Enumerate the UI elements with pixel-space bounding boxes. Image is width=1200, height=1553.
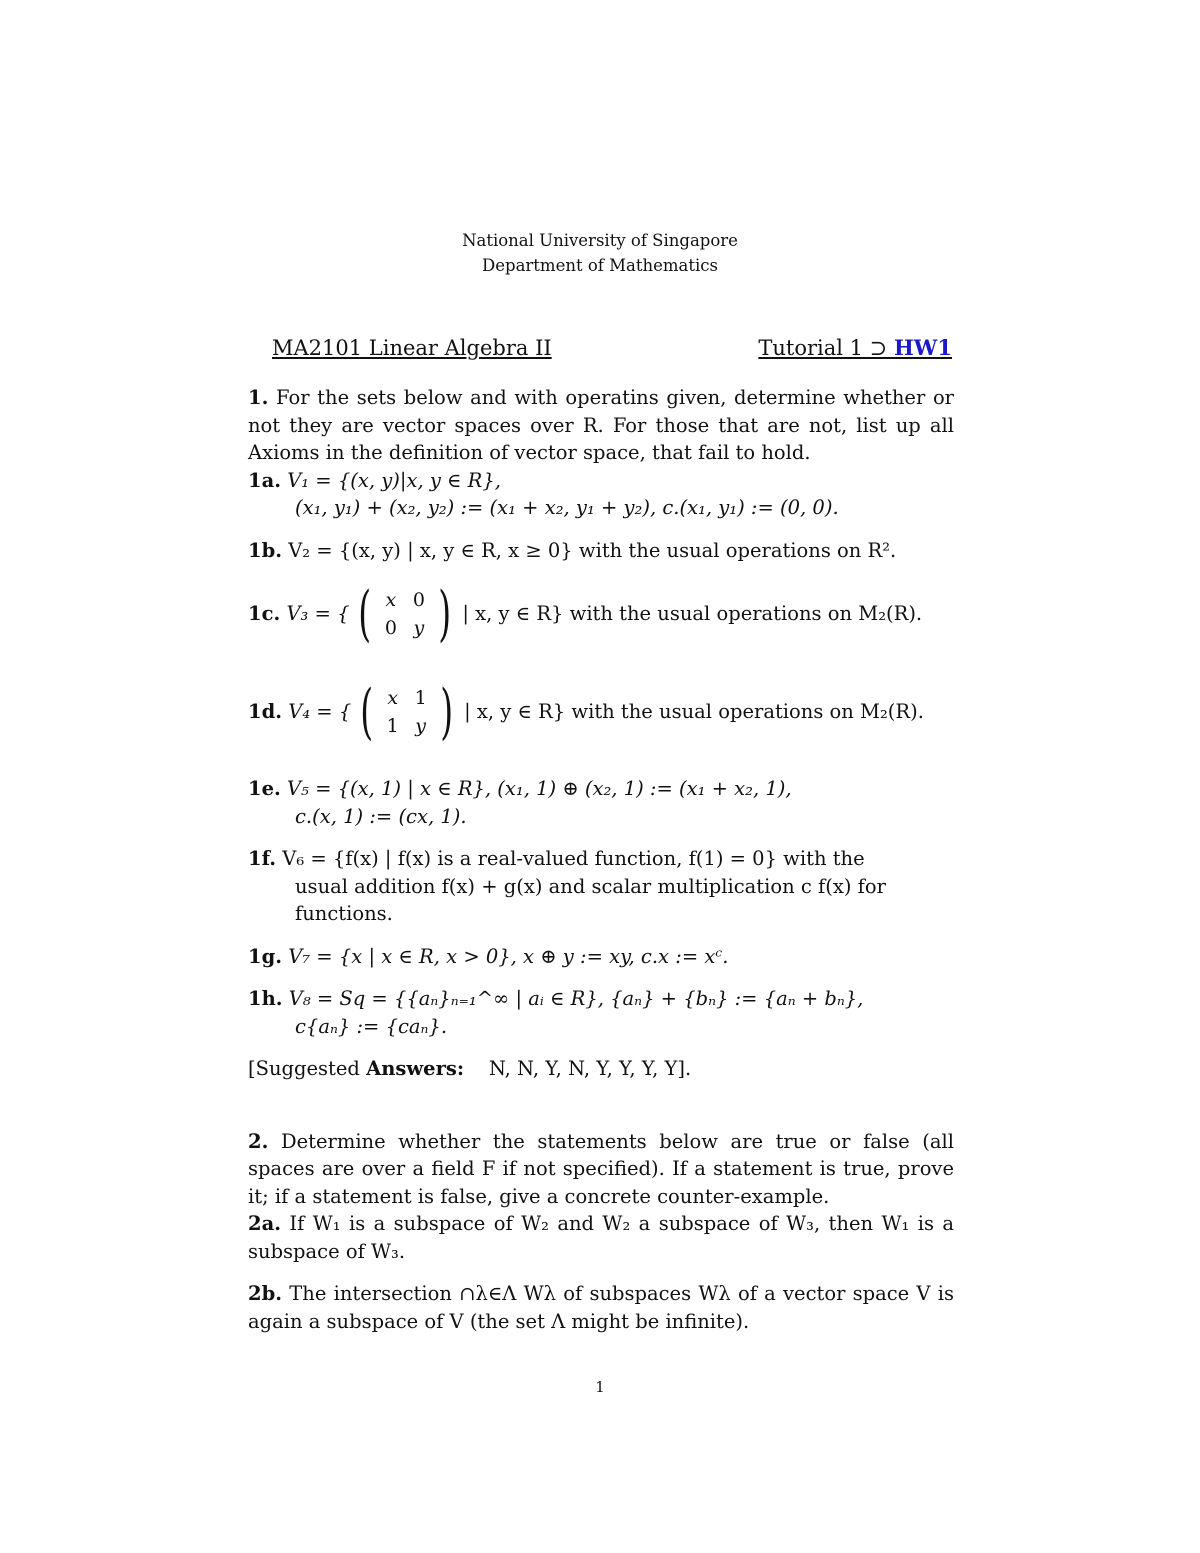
q1e <box>248 775 954 803</box>
q1a-line2: (x₁, y₁) + (x₂, y₂) := (x₁ + x₂, y₁ + y₂), c.(x₁, y₁) := (0, 0). <box>295 496 839 519</box>
q1d-label: 1d. <box>248 700 282 724</box>
q1-intro <box>248 384 954 467</box>
q1h-label: 1h. <box>248 987 283 1010</box>
q1e-cont <box>248 803 954 831</box>
q1b <box>248 537 954 565</box>
matrix-cell: y <box>413 617 425 639</box>
answers-list: N, N, Y, N, Y, Y, Y, Y]. <box>464 1057 692 1080</box>
answers-heading: Answers: <box>366 1057 465 1080</box>
q1a-cont <box>248 494 954 522</box>
page-number: 1 <box>595 1378 605 1396</box>
q2b-text: The intersection ∩λ∈Λ Wλ of subspaces Wλ of a vector space V is again a subspace of V (the set Λ might be infinite). <box>248 1282 954 1333</box>
q1-number: 1. <box>248 386 269 409</box>
department-name: Department of Mathematics <box>482 256 718 275</box>
q1d-post: | x, y ∈ R} with the usual operations on M₂(R). <box>464 700 924 724</box>
q1d <box>248 677 954 747</box>
q1h <box>248 985 954 1013</box>
q1e-line1: V₅ = {(x, 1) | x ∈ R}, (x₁, 1) ⊕ (x₂, 1) := (x₁ + x₂, 1), <box>286 777 792 800</box>
matrix-cell: 0 <box>384 617 397 639</box>
matrix-cell: y <box>415 715 427 737</box>
q1h-line1: V₈ = Sq = {{aₙ}ₙ₌₁^∞ | aᵢ ∈ R}, {aₙ} + {bₙ} := {aₙ + bₙ}, <box>288 987 864 1010</box>
q1d-pre: V₄ = { <box>288 700 352 724</box>
page-header <box>0 228 1200 278</box>
q1f-line3: functions. <box>295 902 393 925</box>
q2a <box>248 1210 954 1265</box>
q1f-label: 1f. <box>248 847 277 870</box>
q2a-text: If W₁ is a subspace of W₂ and W₂ a subspace of W₃, then W₁ is a subspace of W₃. <box>248 1212 954 1263</box>
suggested-answers <box>248 1055 954 1083</box>
matrix-cell: 0 <box>412 589 425 611</box>
tutorial-prefix: Tutorial 1 ⊃ <box>758 336 894 360</box>
course-row <box>272 333 952 363</box>
q1g <box>248 943 954 971</box>
answers-prefix: [Suggested <box>248 1057 367 1080</box>
q2b <box>248 1280 954 1335</box>
matrix-cell: 1 <box>386 715 399 737</box>
q1a-line1: V₁ = {(x, y)|x, y ∈ R}, <box>287 468 501 492</box>
q1a-label: 1a. <box>248 468 281 492</box>
main-content <box>248 384 954 1335</box>
q1c-label: 1c. <box>248 602 281 626</box>
q1g-line1: V₇ = {x | x ∈ R, x > 0}, x ⊕ y := xy, c.x := xᶜ. <box>288 944 729 968</box>
q1c-post: | x, y ∈ R} with the usual operations on M₂(R). <box>462 602 923 626</box>
q1a <box>248 467 954 495</box>
q1b-label: 1b. <box>248 538 282 562</box>
university-name: National University of Singapore <box>462 231 738 250</box>
q1e-line2: c.(x, 1) := (cx, 1). <box>295 804 467 828</box>
matrix-cell: 1 <box>414 687 427 709</box>
q1f-line1: V₆ = {f(x) | f(x) is a real-valued function, f(1) = 0} with the <box>282 847 865 870</box>
q1f-line2: usual addition f(x) + g(x) and scalar multiplication c f(x) for <box>295 874 886 898</box>
course-title: MA2101 Linear Algebra II <box>272 336 552 360</box>
q1f <box>248 845 954 873</box>
q2a-label: 2a. <box>248 1212 281 1235</box>
q2-number: 2. <box>248 1129 269 1153</box>
q2b-label: 2b. <box>248 1282 282 1305</box>
q1c <box>248 579 954 649</box>
q1b-line1: V₂ = {(x, y) | x, y ∈ R, x ≥ 0} with the usual operations on R². <box>288 538 897 562</box>
tutorial-label <box>758 333 952 363</box>
q2-intro <box>248 1128 954 1211</box>
q1h-cont <box>248 1013 954 1041</box>
q1h-line2: c{aₙ} := {caₙ}. <box>295 1014 448 1038</box>
q1c-pre: V₃ = { <box>286 602 350 626</box>
matrix-cell: x <box>387 687 399 709</box>
q1c-matrix: ( x 0 0 y ) <box>358 579 452 649</box>
q1e-label: 1e. <box>248 777 281 800</box>
q2-intro-text: Determine whether the statements below are true or false (all spaces are over a field F if not specified). If a statement is true, prove it; if a statement is false, give a concrete counter-example. <box>248 1129 955 1208</box>
q1d-matrix: ( x 1 1 y ) <box>360 677 453 747</box>
hw-link[interactable]: HW1 <box>893 335 952 360</box>
q1-intro-text: For the sets below and with operatins given, determine whether or not they are vector spaces over R. For those that are not, list up all Axioms in the definition of vector space, that fail to hold. <box>248 386 954 464</box>
matrix-cell: x <box>385 589 397 611</box>
q1f-cont2 <box>248 900 954 928</box>
q1f-cont <box>248 873 954 901</box>
q1g-label: 1g. <box>248 944 282 968</box>
